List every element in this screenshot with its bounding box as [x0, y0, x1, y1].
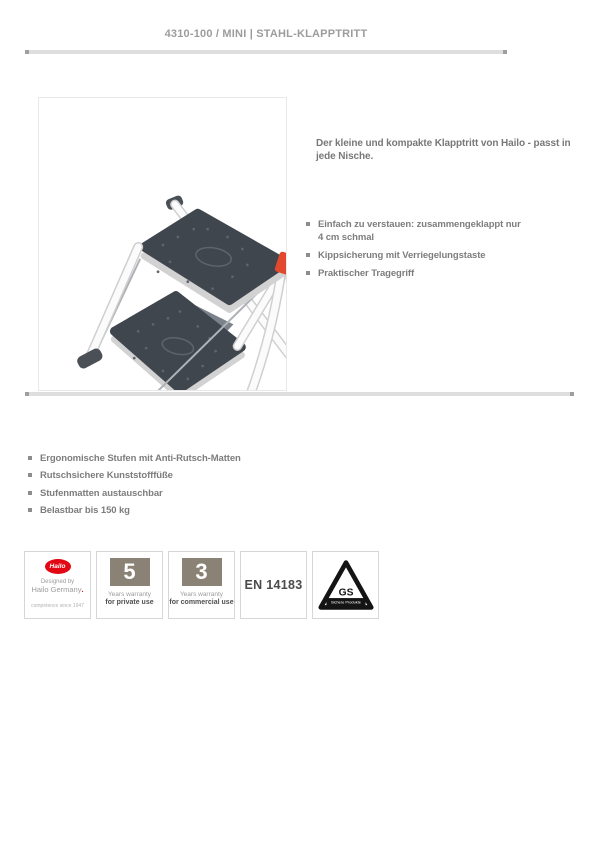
badge-norm: [240, 551, 307, 619]
product-lead: Der kleine und kompakte Klapptritt von Hailo - passt in jede Nische.: [316, 138, 571, 163]
highlight-item: Einfach zu verstauen: zusammengeklappt nur 4 cm schmal: [306, 218, 524, 244]
badge-warranty-commercial: [168, 551, 235, 619]
hailo-logo-icon: Hailo: [45, 559, 71, 574]
divider-cap: [570, 392, 574, 396]
divider-top: [26, 50, 506, 54]
safety-mark-text: GS: [338, 587, 353, 599]
feature-item: Stufenmatten austauschbar: [28, 485, 348, 502]
feature-item: Rutschsichere Kunststofffüße: [28, 467, 348, 484]
warranty-private-line1: Years warranty: [107, 591, 152, 598]
highlight-list: [306, 218, 524, 285]
brand-claim: competence since 1947: [31, 603, 84, 609]
divider-bottom: [26, 392, 573, 396]
norm-label: EN 14183: [244, 578, 303, 592]
brand-designed-by: Designed by: [40, 579, 75, 585]
divider-cap: [25, 50, 29, 54]
warranty-commercial-number: 3: [182, 558, 222, 586]
highlight-item: Kippsicherung mit Verriegelungstaste: [306, 249, 524, 262]
page-title: 4310-100 / MINI | STAHL-KLAPPTRITT: [164, 28, 368, 40]
divider-cap: [503, 50, 507, 54]
divider-cap: [25, 392, 29, 396]
brand-name: [31, 585, 83, 594]
warranty-private-number: 5: [110, 558, 150, 586]
product-photo-frame: [38, 97, 287, 391]
warranty-private-line2: for private use: [105, 599, 154, 606]
feature-list: [28, 450, 348, 519]
brand-name-dot: .: [81, 585, 84, 594]
highlight-item: Praktischer Tragegriff: [306, 267, 524, 280]
warranty-commercial-line2: for commercial use: [169, 599, 234, 606]
feature-item: Belastbar bis 150 kg: [28, 502, 348, 519]
safety-triangle-icon: [318, 559, 374, 611]
product-photo: [39, 98, 286, 390]
brand-name-text: Hailo Germany: [31, 585, 82, 594]
badge-brand: [24, 551, 91, 619]
feature-item: Ergonomische Stufen mit Anti-Rutsch-Matten: [28, 450, 348, 467]
badge-row: [24, 551, 379, 619]
badge-safety: [312, 551, 379, 619]
safety-banner-text: Sichere Produkte: [330, 599, 361, 605]
warranty-commercial-line1: Years warranty: [179, 591, 224, 598]
badge-warranty-private: [96, 551, 163, 619]
